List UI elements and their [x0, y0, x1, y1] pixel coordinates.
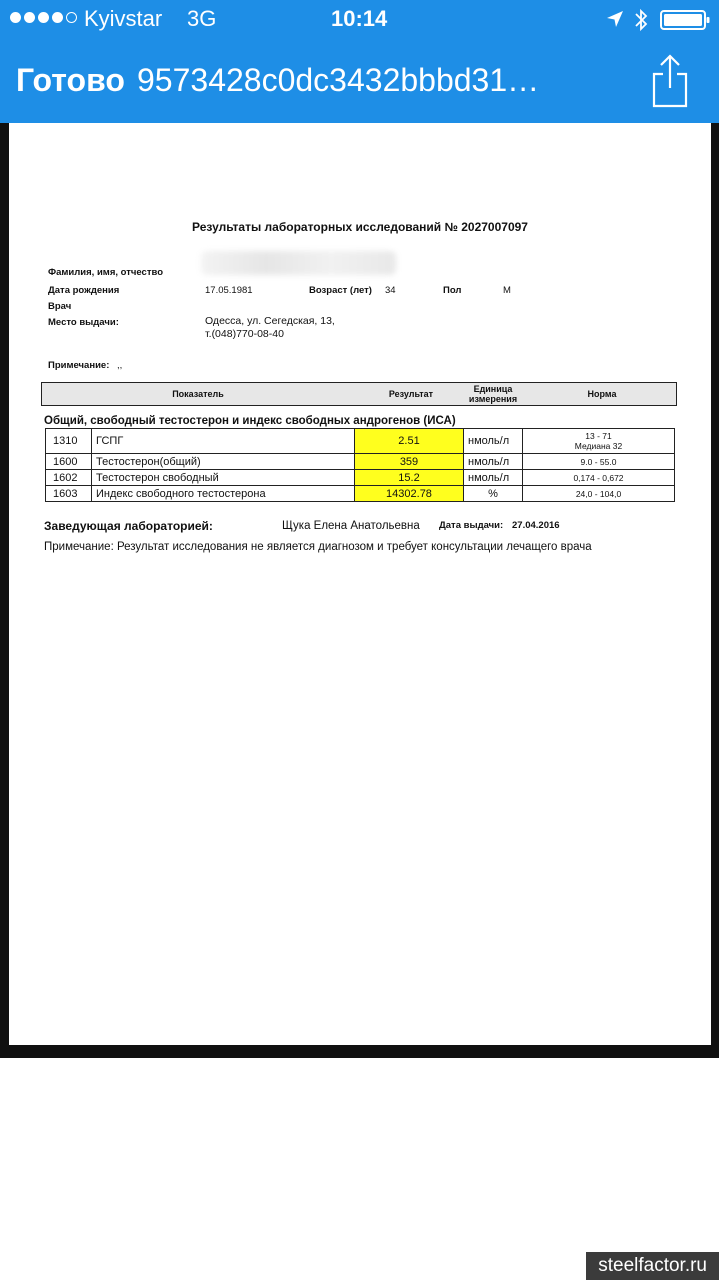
sex-value: М [503, 285, 511, 296]
note-value: ,, [117, 360, 123, 371]
document-heading: Результаты лабораторных исследований № 2027007097 [192, 220, 528, 234]
table-header [41, 382, 677, 406]
row-result: 14302.78 [355, 486, 464, 502]
doctor-label: Врач [48, 301, 72, 312]
issue-date-value: 27.04.2016 [512, 520, 560, 531]
header-result: Результат [388, 389, 434, 399]
watermark: steelfactor.ru [586, 1252, 719, 1280]
header-norm: Норма [587, 389, 617, 399]
battery-icon [660, 9, 712, 31]
header-indicator: Показатель [172, 389, 224, 399]
issue-date-label: Дата выдачи: [439, 520, 504, 531]
signal-dots-icon [10, 12, 77, 23]
head-lab-name: Щука Елена Анатольевна [282, 520, 420, 532]
table-row [46, 454, 675, 470]
section-title: Общий, свободный тестостерон и индекс свободных андрогенов (ИСА) [44, 415, 456, 427]
row-code: 1600 [46, 454, 92, 470]
nav-bar [0, 40, 719, 123]
top-bar [0, 0, 719, 123]
done-button[interactable]: Готово [16, 62, 125, 98]
place-address: Одесса, ул. Сегедская, 13, [205, 315, 335, 327]
row-name: Индекс свободного тестостерона [92, 486, 355, 502]
share-icon[interactable] [648, 52, 692, 108]
status-bar [0, 0, 719, 40]
sex-label: Пол [443, 285, 462, 296]
header-unit-line1: Единица [473, 384, 513, 394]
table-row [46, 470, 675, 486]
row-unit: нмоль/л [464, 429, 523, 454]
row-name: ГСПГ [92, 429, 355, 454]
row-unit: нмоль/л [464, 454, 523, 470]
location-arrow-icon [606, 10, 624, 28]
network-type: 3G [187, 6, 217, 31]
redacted-name [201, 251, 396, 275]
place-phone: т.(048)770-08-40 [205, 328, 284, 340]
row-unit: % [464, 486, 523, 502]
row-norm: 0,174 - 0,672 [523, 470, 675, 486]
dob-label: Дата рождения [48, 285, 120, 296]
row-name: Тестостерон свободный [92, 470, 355, 486]
note-label: Примечание: [48, 360, 110, 371]
status-time: 10:14 [331, 6, 388, 31]
header-unit-line2: измерения [468, 394, 518, 404]
dob-value: 17.05.1981 [205, 285, 253, 296]
row-result: 2.51 [355, 429, 464, 454]
row-result: 15.2 [355, 470, 464, 486]
table-row [46, 486, 675, 502]
row-code: 1310 [46, 429, 92, 454]
row-norm-range: 13 - 71 [585, 431, 612, 441]
head-lab-label: Заведующая лабораторией: [44, 519, 213, 533]
document-page [9, 123, 711, 1045]
results-table [45, 428, 675, 502]
document-title: 9573428c0dc3432bbbd31… [137, 62, 540, 98]
table-row [46, 429, 675, 454]
row-norm [523, 429, 675, 454]
footer-note: Примечание: Результат исследования не является диагнозом и требует консультации лечащего врача [44, 541, 592, 553]
age-label: Возраст (лет) [309, 285, 372, 296]
row-code: 1602 [46, 470, 92, 486]
carrier-name: Kyivstar [84, 6, 163, 31]
place-label: Место выдачи: [48, 317, 119, 328]
row-result: 359 [355, 454, 464, 470]
age-value: 34 [385, 285, 396, 296]
row-name: Тестостерон(общий) [92, 454, 355, 470]
row-norm: 24,0 - 104,0 [523, 486, 675, 502]
row-unit: нмоль/л [464, 470, 523, 486]
document-viewer[interactable] [0, 123, 719, 1058]
bluetooth-icon [633, 8, 649, 32]
row-norm: 9.0 - 55.0 [523, 454, 675, 470]
row-code: 1603 [46, 486, 92, 502]
name-label: Фамилия, имя, отчество [48, 267, 163, 278]
row-norm-median: Медиана 32 [574, 441, 623, 451]
header-unit [458, 383, 528, 405]
